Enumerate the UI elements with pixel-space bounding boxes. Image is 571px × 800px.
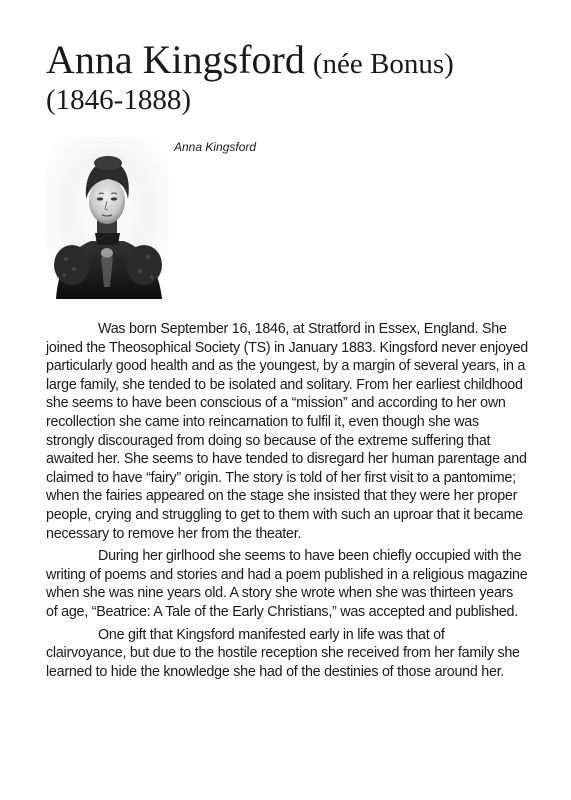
title-maiden-name: (née Bonus) <box>312 48 454 80</box>
title-years: (1846-1888) <box>46 84 191 116</box>
paragraph: Was born September 16, 1846, at Stratford in Essex, England. She joined the Theosophical Society (TS) in January 1883. Kingsford never enjoyed particularly good health and as the youngest, by a margin of several years, in a large family, she tended to be isolated and solitary. From her earliest childhood she seems to have been conscious of a “mission” and according to her own recollection she came into reincarnation to fulfil it, even though she was strongly discouraged from doing so because of the extreme suffering that awaited her. She seems to have tended to disregard her human parentage and claimed to have “fairy” origin. The story is told of her first visit to a pantomime; when the fairies appeared on the stage she insisted that they were her proper people, crying and struggling to get to them with such an uproar that it became necessary to remove her from the theater. <box>46 321 528 542</box>
portrait-caption: Anna Kingsford <box>174 140 257 154</box>
paragraph: During her girlhood she seems to have been chiefly occupied with the writing of poems and stories and had a poem published in a religious magazine when she was nine years old. A story she wrote when she was thirteen years of age, “Beatrice: A Tale of the Early Christians,” was accepted and published. <box>46 548 528 620</box>
portrait-photo <box>46 137 169 299</box>
title-name: Anna Kingsford <box>46 37 305 82</box>
article-body <box>46 320 528 685</box>
paragraph: One gift that Kingsford manifested early in life was that of clairvoyance, but due to the hostile reception she received from her family she learned to hide the knowledge she had of the destinies of those around her. <box>46 626 520 680</box>
page-title <box>46 37 454 116</box>
